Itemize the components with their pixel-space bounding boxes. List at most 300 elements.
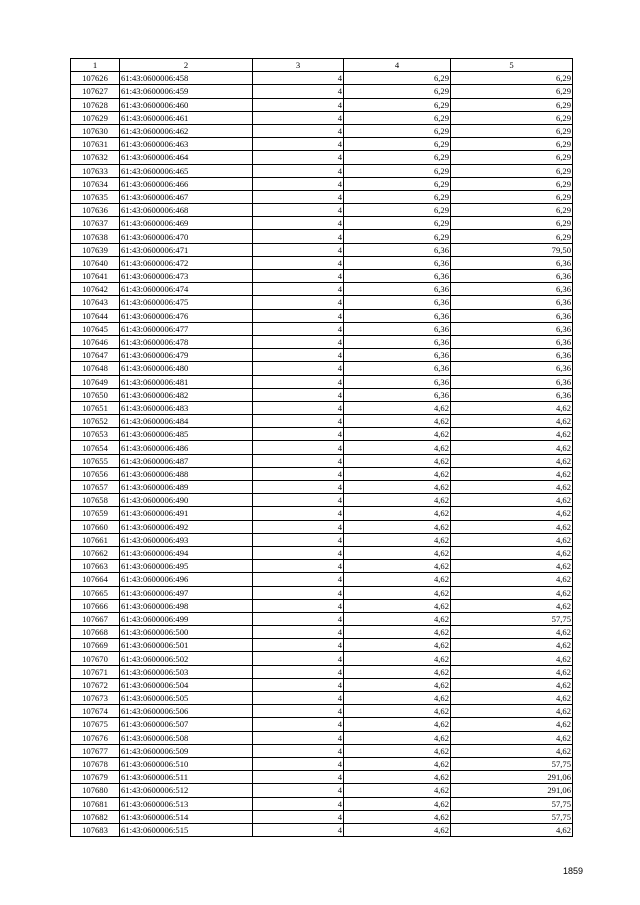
column-3-cell: 4 bbox=[253, 111, 344, 124]
column-4-cell: 4,62 bbox=[344, 428, 451, 441]
table-row bbox=[71, 467, 573, 480]
column-4-cell: 6,29 bbox=[344, 124, 451, 137]
column-4-cell: 4,62 bbox=[344, 520, 451, 533]
cadastral-number-cell: 61:43:0600006:482 bbox=[120, 388, 253, 401]
column-4-cell: 6,36 bbox=[344, 283, 451, 296]
table-row bbox=[71, 230, 573, 243]
column-4-cell: 4,62 bbox=[344, 467, 451, 480]
row-number-cell: 107639 bbox=[71, 243, 120, 256]
row-number-cell: 107637 bbox=[71, 217, 120, 230]
cadastral-number-cell: 61:43:0600006:504 bbox=[120, 678, 253, 691]
column-5-cell: 4,62 bbox=[451, 599, 573, 612]
column-3-cell: 4 bbox=[253, 217, 344, 230]
column-5-cell: 6,36 bbox=[451, 270, 573, 283]
column-4-cell: 4,62 bbox=[344, 494, 451, 507]
row-number-cell: 107636 bbox=[71, 204, 120, 217]
table-row bbox=[71, 243, 573, 256]
cadastral-number-cell: 61:43:0600006:479 bbox=[120, 349, 253, 362]
row-number-cell: 107629 bbox=[71, 111, 120, 124]
cadastral-number-cell: 61:43:0600006:462 bbox=[120, 124, 253, 137]
column-4-cell: 4,62 bbox=[344, 823, 451, 836]
row-number-cell: 107652 bbox=[71, 415, 120, 428]
column-4-cell: 6,29 bbox=[344, 230, 451, 243]
cadastral-number-cell: 61:43:0600006:466 bbox=[120, 177, 253, 190]
row-number-cell: 107651 bbox=[71, 401, 120, 414]
table-row bbox=[71, 375, 573, 388]
column-4-cell: 6,29 bbox=[344, 190, 451, 203]
table-row bbox=[71, 349, 573, 362]
row-number-cell: 107667 bbox=[71, 612, 120, 625]
column-4-cell: 4,62 bbox=[344, 678, 451, 691]
column-3-cell: 4 bbox=[253, 652, 344, 665]
column-5-cell: 4,62 bbox=[451, 533, 573, 546]
column-5-cell: 6,29 bbox=[451, 164, 573, 177]
row-number-cell: 107673 bbox=[71, 692, 120, 705]
table-row bbox=[71, 626, 573, 639]
column-3-cell: 4 bbox=[253, 573, 344, 586]
row-number-cell: 107664 bbox=[71, 573, 120, 586]
header-row bbox=[71, 59, 573, 72]
column-4-cell: 4,62 bbox=[344, 731, 451, 744]
table-row bbox=[71, 401, 573, 414]
table-row bbox=[71, 546, 573, 559]
column-4-cell: 4,62 bbox=[344, 797, 451, 810]
table-row bbox=[71, 731, 573, 744]
column-3-cell: 4 bbox=[253, 784, 344, 797]
table-row bbox=[71, 823, 573, 836]
table-body bbox=[71, 72, 573, 837]
column-5-cell: 6,36 bbox=[451, 256, 573, 269]
row-number-cell: 107674 bbox=[71, 705, 120, 718]
row-number-cell: 107642 bbox=[71, 283, 120, 296]
column-5-cell: 6,36 bbox=[451, 388, 573, 401]
table-row bbox=[71, 111, 573, 124]
column-4-cell: 6,36 bbox=[344, 270, 451, 283]
column-4-cell: 6,29 bbox=[344, 151, 451, 164]
column-4-cell: 6,36 bbox=[344, 375, 451, 388]
row-number-cell: 107648 bbox=[71, 362, 120, 375]
cadastral-number-cell: 61:43:0600006:485 bbox=[120, 428, 253, 441]
table-row bbox=[71, 771, 573, 784]
column-3-cell: 4 bbox=[253, 322, 344, 335]
cadastral-number-cell: 61:43:0600006:464 bbox=[120, 151, 253, 164]
cadastral-number-cell: 61:43:0600006:490 bbox=[120, 494, 253, 507]
row-number-cell: 107679 bbox=[71, 771, 120, 784]
column-3-cell: 4 bbox=[253, 586, 344, 599]
column-3-cell: 4 bbox=[253, 692, 344, 705]
column-3-cell: 4 bbox=[253, 230, 344, 243]
cadastral-number-cell: 61:43:0600006:512 bbox=[120, 784, 253, 797]
row-number-cell: 107633 bbox=[71, 164, 120, 177]
table-row bbox=[71, 494, 573, 507]
column-5-cell: 6,29 bbox=[451, 177, 573, 190]
column-4-cell: 4,62 bbox=[344, 744, 451, 757]
column-header: 1 bbox=[71, 59, 120, 72]
column-3-cell: 4 bbox=[253, 823, 344, 836]
cadastral-number-cell: 61:43:0600006:481 bbox=[120, 375, 253, 388]
table-row bbox=[71, 612, 573, 625]
column-3-cell: 4 bbox=[253, 190, 344, 203]
column-5-cell: 4,62 bbox=[451, 494, 573, 507]
cadastral-number-cell: 61:43:0600006:497 bbox=[120, 586, 253, 599]
row-number-cell: 107628 bbox=[71, 98, 120, 111]
row-number-cell: 107638 bbox=[71, 230, 120, 243]
row-number-cell: 107657 bbox=[71, 481, 120, 494]
row-number-cell: 107645 bbox=[71, 322, 120, 335]
table-row bbox=[71, 322, 573, 335]
column-5-cell: 6,29 bbox=[451, 204, 573, 217]
cadastral-number-cell: 61:43:0600006:508 bbox=[120, 731, 253, 744]
column-4-cell: 4,62 bbox=[344, 507, 451, 520]
row-number-cell: 107653 bbox=[71, 428, 120, 441]
column-4-cell: 4,62 bbox=[344, 784, 451, 797]
column-5-cell: 6,29 bbox=[451, 72, 573, 85]
table-row bbox=[71, 784, 573, 797]
cadastral-number-cell: 61:43:0600006:494 bbox=[120, 546, 253, 559]
column-5-cell: 4,62 bbox=[451, 401, 573, 414]
cadastral-number-cell: 61:43:0600006:507 bbox=[120, 718, 253, 731]
column-3-cell: 4 bbox=[253, 665, 344, 678]
column-3-cell: 4 bbox=[253, 309, 344, 322]
column-5-cell: 6,36 bbox=[451, 362, 573, 375]
column-3-cell: 4 bbox=[253, 757, 344, 770]
row-number-cell: 107635 bbox=[71, 190, 120, 203]
column-3-cell: 4 bbox=[253, 705, 344, 718]
cadastral-number-cell: 61:43:0600006:503 bbox=[120, 665, 253, 678]
column-4-cell: 4,62 bbox=[344, 612, 451, 625]
column-4-cell: 6,36 bbox=[344, 335, 451, 348]
column-3-cell: 4 bbox=[253, 362, 344, 375]
cadastral-number-cell: 61:43:0600006:502 bbox=[120, 652, 253, 665]
row-number-cell: 107668 bbox=[71, 626, 120, 639]
table-row bbox=[71, 204, 573, 217]
row-number-cell: 107681 bbox=[71, 797, 120, 810]
column-5-cell: 6,29 bbox=[451, 98, 573, 111]
cadastral-number-cell: 61:43:0600006:501 bbox=[120, 639, 253, 652]
column-3-cell: 4 bbox=[253, 375, 344, 388]
cadastral-number-cell: 61:43:0600006:483 bbox=[120, 401, 253, 414]
table-row bbox=[71, 296, 573, 309]
column-4-cell: 4,62 bbox=[344, 692, 451, 705]
cadastral-number-cell: 61:43:0600006:514 bbox=[120, 810, 253, 823]
cadastral-number-cell: 61:43:0600006:474 bbox=[120, 283, 253, 296]
row-number-cell: 107661 bbox=[71, 533, 120, 546]
table-row bbox=[71, 177, 573, 190]
column-4-cell: 4,62 bbox=[344, 639, 451, 652]
row-number-cell: 107650 bbox=[71, 388, 120, 401]
column-5-cell: 6,36 bbox=[451, 309, 573, 322]
row-number-cell: 107634 bbox=[71, 177, 120, 190]
column-4-cell: 4,62 bbox=[344, 573, 451, 586]
cadastral-number-cell: 61:43:0600006:498 bbox=[120, 599, 253, 612]
row-number-cell: 107631 bbox=[71, 138, 120, 151]
row-number-cell: 107658 bbox=[71, 494, 120, 507]
cadastral-number-cell: 61:43:0600006:505 bbox=[120, 692, 253, 705]
row-number-cell: 107662 bbox=[71, 546, 120, 559]
table-row bbox=[71, 797, 573, 810]
column-4-cell: 4,62 bbox=[344, 771, 451, 784]
table-row bbox=[71, 335, 573, 348]
row-number-cell: 107665 bbox=[71, 586, 120, 599]
table-row bbox=[71, 124, 573, 137]
column-3-cell: 4 bbox=[253, 296, 344, 309]
column-3-cell: 4 bbox=[253, 256, 344, 269]
row-number-cell: 107640 bbox=[71, 256, 120, 269]
table-row bbox=[71, 718, 573, 731]
column-header: 3 bbox=[253, 59, 344, 72]
column-header: 2 bbox=[120, 59, 253, 72]
row-number-cell: 107680 bbox=[71, 784, 120, 797]
column-5-cell: 6,36 bbox=[451, 322, 573, 335]
table-row bbox=[71, 256, 573, 269]
column-3-cell: 4 bbox=[253, 349, 344, 362]
row-number-cell: 107675 bbox=[71, 718, 120, 731]
column-3-cell: 4 bbox=[253, 533, 344, 546]
cadastral-number-cell: 61:43:0600006:471 bbox=[120, 243, 253, 256]
column-3-cell: 4 bbox=[253, 388, 344, 401]
column-3-cell: 4 bbox=[253, 138, 344, 151]
table-row bbox=[71, 164, 573, 177]
column-4-cell: 4,62 bbox=[344, 454, 451, 467]
column-5-cell: 6,36 bbox=[451, 296, 573, 309]
column-4-cell: 4,62 bbox=[344, 560, 451, 573]
table-row bbox=[71, 757, 573, 770]
column-4-cell: 4,62 bbox=[344, 546, 451, 559]
column-4-cell: 6,29 bbox=[344, 138, 451, 151]
column-header: 5 bbox=[451, 59, 573, 72]
column-5-cell: 4,62 bbox=[451, 467, 573, 480]
column-3-cell: 4 bbox=[253, 546, 344, 559]
column-5-cell: 4,62 bbox=[451, 573, 573, 586]
cadastral-number-cell: 61:43:0600006:467 bbox=[120, 190, 253, 203]
column-3-cell: 4 bbox=[253, 85, 344, 98]
cadastral-number-cell: 61:43:0600006:489 bbox=[120, 481, 253, 494]
row-number-cell: 107671 bbox=[71, 665, 120, 678]
column-4-cell: 6,29 bbox=[344, 164, 451, 177]
cadastral-number-cell: 61:43:0600006:478 bbox=[120, 335, 253, 348]
table-row bbox=[71, 652, 573, 665]
table-row bbox=[71, 678, 573, 691]
table-row bbox=[71, 705, 573, 718]
row-number-cell: 107647 bbox=[71, 349, 120, 362]
column-4-cell: 6,36 bbox=[344, 296, 451, 309]
cadastral-number-cell: 61:43:0600006:480 bbox=[120, 362, 253, 375]
table-row bbox=[71, 415, 573, 428]
column-3-cell: 4 bbox=[253, 164, 344, 177]
column-5-cell: 6,29 bbox=[451, 151, 573, 164]
cadastral-number-cell: 61:43:0600006:493 bbox=[120, 533, 253, 546]
column-4-cell: 4,62 bbox=[344, 652, 451, 665]
column-4-cell: 6,36 bbox=[344, 309, 451, 322]
column-3-cell: 4 bbox=[253, 428, 344, 441]
column-4-cell: 6,29 bbox=[344, 85, 451, 98]
row-number-cell: 107677 bbox=[71, 744, 120, 757]
column-4-cell: 4,62 bbox=[344, 599, 451, 612]
column-5-cell: 6,29 bbox=[451, 85, 573, 98]
column-5-cell: 4,62 bbox=[451, 560, 573, 573]
cadastral-number-cell: 61:43:0600006:515 bbox=[120, 823, 253, 836]
column-5-cell: 79,50 bbox=[451, 243, 573, 256]
row-number-cell: 107632 bbox=[71, 151, 120, 164]
column-5-cell: 4,62 bbox=[451, 665, 573, 678]
column-5-cell: 57,75 bbox=[451, 757, 573, 770]
table-row bbox=[71, 428, 573, 441]
cadastral-number-cell: 61:43:0600006:513 bbox=[120, 797, 253, 810]
column-5-cell: 4,62 bbox=[451, 415, 573, 428]
row-number-cell: 107641 bbox=[71, 270, 120, 283]
column-5-cell: 4,62 bbox=[451, 652, 573, 665]
row-number-cell: 107669 bbox=[71, 639, 120, 652]
column-5-cell: 4,62 bbox=[451, 546, 573, 559]
column-3-cell: 4 bbox=[253, 507, 344, 520]
column-5-cell: 6,29 bbox=[451, 124, 573, 137]
row-number-cell: 107672 bbox=[71, 678, 120, 691]
cadastral-number-cell: 61:43:0600006:472 bbox=[120, 256, 253, 269]
cadastral-number-cell: 61:43:0600006:491 bbox=[120, 507, 253, 520]
table-row bbox=[71, 599, 573, 612]
column-3-cell: 4 bbox=[253, 639, 344, 652]
column-5-cell: 6,29 bbox=[451, 111, 573, 124]
column-3-cell: 4 bbox=[253, 494, 344, 507]
column-5-cell: 6,36 bbox=[451, 335, 573, 348]
row-number-cell: 107655 bbox=[71, 454, 120, 467]
table-row bbox=[71, 217, 573, 230]
table-row bbox=[71, 586, 573, 599]
row-number-cell: 107643 bbox=[71, 296, 120, 309]
column-3-cell: 4 bbox=[253, 718, 344, 731]
column-4-cell: 4,62 bbox=[344, 441, 451, 454]
cadastral-number-cell: 61:43:0600006:486 bbox=[120, 441, 253, 454]
table-row bbox=[71, 454, 573, 467]
row-number-cell: 107670 bbox=[71, 652, 120, 665]
cadastral-number-cell: 61:43:0600006:465 bbox=[120, 164, 253, 177]
column-4-cell: 4,62 bbox=[344, 665, 451, 678]
column-3-cell: 4 bbox=[253, 797, 344, 810]
cadastral-number-cell: 61:43:0600006:487 bbox=[120, 454, 253, 467]
column-4-cell: 4,62 bbox=[344, 810, 451, 823]
cadastral-number-cell: 61:43:0600006:463 bbox=[120, 138, 253, 151]
column-5-cell: 4,62 bbox=[451, 705, 573, 718]
table-row bbox=[71, 85, 573, 98]
cadastral-number-cell: 61:43:0600006:500 bbox=[120, 626, 253, 639]
column-5-cell: 6,29 bbox=[451, 190, 573, 203]
column-4-cell: 6,29 bbox=[344, 177, 451, 190]
cadastral-number-cell: 61:43:0600006:488 bbox=[120, 467, 253, 480]
cadastral-number-cell: 61:43:0600006:477 bbox=[120, 322, 253, 335]
column-3-cell: 4 bbox=[253, 270, 344, 283]
row-number-cell: 107644 bbox=[71, 309, 120, 322]
table-row bbox=[71, 388, 573, 401]
cadastral-number-cell: 61:43:0600006:509 bbox=[120, 744, 253, 757]
table-row bbox=[71, 520, 573, 533]
table-row bbox=[71, 270, 573, 283]
column-3-cell: 4 bbox=[253, 454, 344, 467]
column-5-cell: 4,62 bbox=[451, 718, 573, 731]
table-row bbox=[71, 639, 573, 652]
table-row bbox=[71, 98, 573, 111]
row-number-cell: 107659 bbox=[71, 507, 120, 520]
column-3-cell: 4 bbox=[253, 744, 344, 757]
row-number-cell: 107630 bbox=[71, 124, 120, 137]
column-4-cell: 6,36 bbox=[344, 256, 451, 269]
column-3-cell: 4 bbox=[253, 467, 344, 480]
cadastral-number-cell: 61:43:0600006:458 bbox=[120, 72, 253, 85]
cadastral-number-cell: 61:43:0600006:460 bbox=[120, 98, 253, 111]
row-number-cell: 107646 bbox=[71, 335, 120, 348]
column-5-cell: 57,75 bbox=[451, 612, 573, 625]
column-3-cell: 4 bbox=[253, 335, 344, 348]
column-4-cell: 6,29 bbox=[344, 217, 451, 230]
cadastral-number-cell: 61:43:0600006:499 bbox=[120, 612, 253, 625]
table-row bbox=[71, 507, 573, 520]
table-row bbox=[71, 744, 573, 757]
column-5-cell: 4,62 bbox=[451, 744, 573, 757]
table-row bbox=[71, 560, 573, 573]
page-number: 1859 bbox=[563, 866, 584, 876]
row-number-cell: 107678 bbox=[71, 757, 120, 770]
cadastral-number-cell: 61:43:0600006:475 bbox=[120, 296, 253, 309]
column-4-cell: 4,62 bbox=[344, 626, 451, 639]
row-number-cell: 107666 bbox=[71, 599, 120, 612]
column-3-cell: 4 bbox=[253, 415, 344, 428]
cadastral-number-cell: 61:43:0600006:459 bbox=[120, 85, 253, 98]
column-3-cell: 4 bbox=[253, 771, 344, 784]
column-4-cell: 4,62 bbox=[344, 718, 451, 731]
cadastral-number-cell: 61:43:0600006:510 bbox=[120, 757, 253, 770]
column-3-cell: 4 bbox=[253, 243, 344, 256]
column-4-cell: 6,36 bbox=[344, 349, 451, 362]
column-5-cell: 57,75 bbox=[451, 810, 573, 823]
cadastral-number-cell: 61:43:0600006:492 bbox=[120, 520, 253, 533]
column-3-cell: 4 bbox=[253, 731, 344, 744]
column-3-cell: 4 bbox=[253, 177, 344, 190]
column-5-cell: 6,29 bbox=[451, 230, 573, 243]
row-number-cell: 107676 bbox=[71, 731, 120, 744]
column-3-cell: 4 bbox=[253, 612, 344, 625]
table-row bbox=[71, 573, 573, 586]
column-4-cell: 6,29 bbox=[344, 98, 451, 111]
column-3-cell: 4 bbox=[253, 98, 344, 111]
table-row bbox=[71, 441, 573, 454]
column-3-cell: 4 bbox=[253, 520, 344, 533]
column-3-cell: 4 bbox=[253, 626, 344, 639]
table-row bbox=[71, 138, 573, 151]
column-3-cell: 4 bbox=[253, 441, 344, 454]
row-number-cell: 107683 bbox=[71, 823, 120, 836]
column-3-cell: 4 bbox=[253, 124, 344, 137]
column-5-cell: 4,62 bbox=[451, 823, 573, 836]
column-4-cell: 4,62 bbox=[344, 415, 451, 428]
column-4-cell: 6,29 bbox=[344, 204, 451, 217]
column-5-cell: 4,62 bbox=[451, 428, 573, 441]
table-row bbox=[71, 810, 573, 823]
column-5-cell: 6,36 bbox=[451, 349, 573, 362]
column-5-cell: 6,36 bbox=[451, 375, 573, 388]
table-row bbox=[71, 309, 573, 322]
table-row bbox=[71, 151, 573, 164]
column-5-cell: 4,62 bbox=[451, 454, 573, 467]
cadastral-number-cell: 61:43:0600006:496 bbox=[120, 573, 253, 586]
column-3-cell: 4 bbox=[253, 599, 344, 612]
column-5-cell: 6,29 bbox=[451, 217, 573, 230]
column-3-cell: 4 bbox=[253, 560, 344, 573]
row-number-cell: 107627 bbox=[71, 85, 120, 98]
column-4-cell: 4,62 bbox=[344, 586, 451, 599]
column-5-cell: 291,06 bbox=[451, 771, 573, 784]
column-5-cell: 4,62 bbox=[451, 639, 573, 652]
row-number-cell: 107649 bbox=[71, 375, 120, 388]
column-4-cell: 4,62 bbox=[344, 533, 451, 546]
